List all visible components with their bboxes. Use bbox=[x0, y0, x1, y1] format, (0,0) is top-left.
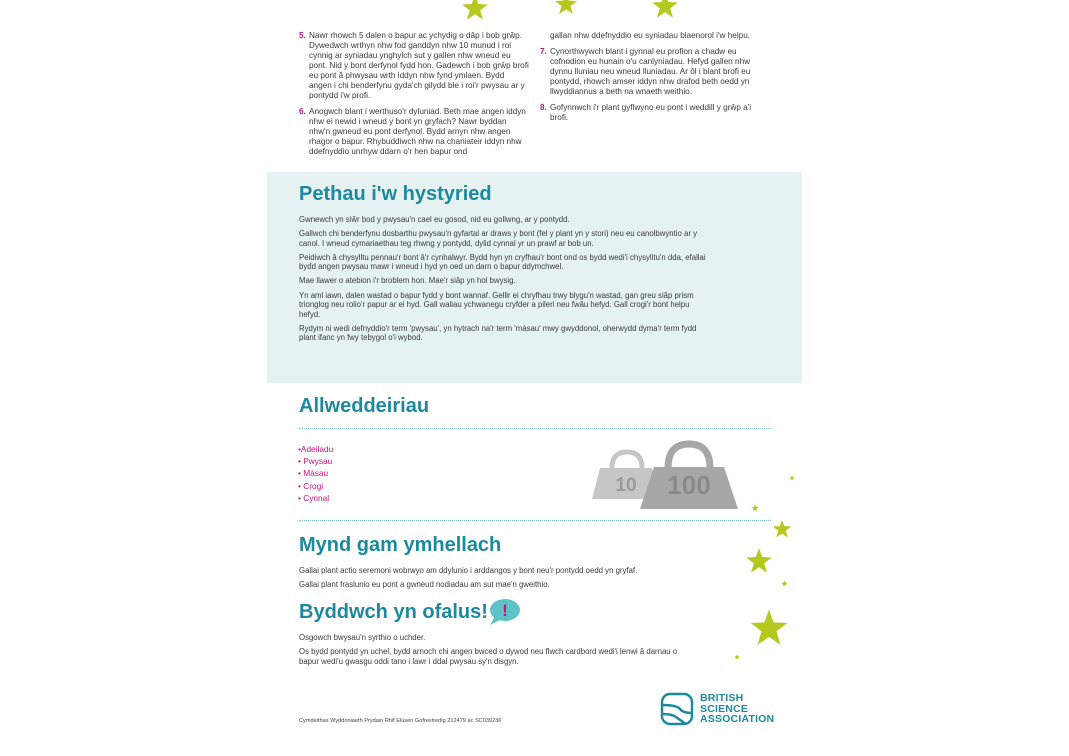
keyword-list bbox=[298, 443, 333, 504]
step-item bbox=[299, 107, 529, 157]
paragraph: Peidiwch â chysylltu pennau'r bont â'r cynhalwyr. Bydd hyn yn cryfhau'r bont ond os bydd wedi'i chysylltu'n dda, efallai bydd angen pwysau mawr i wneud i hyd yn oed un darn o bapur ddymchwel. bbox=[299, 252, 706, 272]
keywords-heading: Allweddeiriau bbox=[299, 395, 430, 417]
star-icon bbox=[781, 580, 788, 587]
paragraph: Mae llawer o atebion i'r broblem hon. Mae'r siâp yn hol bwysig. bbox=[299, 276, 516, 286]
keyword-item: •Adeiladu bbox=[298, 444, 334, 454]
steps-left-column bbox=[299, 31, 529, 163]
keyword-item: • Pwysau bbox=[298, 456, 333, 467]
divider bbox=[299, 428, 771, 429]
logo-line: ASSOCIATION bbox=[700, 713, 775, 726]
step-item bbox=[540, 103, 762, 123]
star-icon bbox=[751, 504, 759, 512]
further-body bbox=[299, 566, 719, 594]
paragraph: Gallai plant fraslunio eu pont a gwneud nodiadau am sut mae'n gweithio. bbox=[299, 580, 550, 590]
paragraph: Gwnewch yn siŵr bod y pwysau'n cael eu gosod, nid eu gollwng, ar y pontydd. bbox=[299, 215, 570, 224]
paragraph: Os bydd pontydd yn uchel, bydd arnoch chi angen bwced o dywod neu flwch cardbord wedi'i lenwi â darnau o bapur wedi'u gwasgu oddi tano i lawr i ddal pwysau sy'n disgyn. bbox=[299, 647, 678, 666]
warning-mark: ! bbox=[502, 601, 508, 620]
bsa-logo bbox=[660, 692, 774, 726]
star-icon bbox=[554, 0, 578, 16]
step-number: 6. bbox=[299, 107, 306, 116]
step-text: Nawr rhowch 5 dalen o bapur ac ychydig o dâp i bob grŵp. Dywedwch wrthyn nhw fod ganddyn nhw 10 munud i roi cynnig ar syniadau ynghylch sut y gallen nhw wneud eu pont. Nid y bont derfynol fydd hon. Gadewch i bob grŵp brofi eu pont â phwysau wrth iddyn nhw fynd ymlaen. Bydd angen i chi benderfynu gyda'ch gilydd ble i roi'r pwysau ar y pontydd i'w profi. bbox=[309, 31, 529, 100]
weights-illustration bbox=[590, 440, 740, 512]
further-heading: Mynd gam ymhellach bbox=[299, 534, 502, 556]
keyword-item: • Cynnal bbox=[298, 492, 330, 503]
keyword-item: • Màsau bbox=[298, 468, 329, 479]
step-text: Gofynnwch i'r plant gyflwyno eu pont i weddill y grŵp a'i brofi. bbox=[550, 103, 752, 122]
divider bbox=[299, 520, 771, 521]
paragraph: Gallwch chi benderfynu dosbarthu pwysau'n gyfartal ar draws y bont (fel y plant yn y stori) neu eu canolbwyntio ar y canol. I wneud cymariaethau teg rhwng y pontydd, dylid cynnal yr un prawf ar bob un. bbox=[299, 229, 698, 248]
safety-body bbox=[299, 633, 679, 671]
logo-line: SCIENCE bbox=[700, 702, 749, 715]
large-weight-icon bbox=[640, 444, 738, 509]
logo-line: BRITISH bbox=[700, 692, 744, 705]
bsa-logo-text bbox=[700, 693, 774, 725]
paragraph: Osgowch bwysau'n syrthio o uchder. bbox=[299, 633, 426, 642]
star-icon bbox=[461, 0, 489, 22]
steps-right-column bbox=[540, 31, 762, 129]
star-icon bbox=[734, 654, 740, 660]
step-number: 7. bbox=[540, 47, 547, 56]
speech-bubble-icon bbox=[486, 598, 522, 626]
star-icon bbox=[772, 519, 792, 539]
small-weight-label: 10 bbox=[615, 475, 637, 496]
star-icon bbox=[789, 475, 795, 481]
considerations-heading: Pethau i'w hystyried bbox=[299, 183, 492, 205]
paragraph: Yn aml iawn, dalen wastad o bapur fydd y bont wannaf. Gellir ei chryfhau trwy blygu'n wastad, gan greu siâp prism trionglog neu rolio'r papur ar ei hyd. Gall waliau ychwanegu cryfder a pileri neu fwâu hefyd. Gall crogi'r bont helpu hefyd. bbox=[299, 290, 694, 319]
step-item bbox=[299, 31, 529, 101]
safety-heading: Byddwch yn ofalus! bbox=[299, 601, 488, 623]
step-continuation: gallan nhw ddefnyddio eu syniadau blaenorol i'w helpu. bbox=[550, 31, 751, 40]
charity-footer: Cymdeithas Wyddoniaeth Prydain Rhif Elusen Gofrestredig 212479 ac SC039236 bbox=[299, 718, 502, 724]
star-icon bbox=[649, 0, 681, 20]
paragraph: Gallai plant actio seremoni wobrwyo am ddylunio i arddangos y bont neu'r pontydd oedd yn gryfaf. bbox=[299, 566, 638, 575]
step-text: Cynorthwywch blant i gynnal eu profion a chadw eu cofnodion eu hunain o'u canlyniadau. Hefyd gallen nhw dynnu lluniau neu wneud lluniadau. Ar ôl i blant brofi eu pontydd, rhowch amser iddyn nhw drafod beth oedd yn llwyddiannus a beth na wnaeth weithio. bbox=[550, 47, 751, 96]
keyword-item: • Crogi bbox=[298, 480, 324, 491]
step-number: 8. bbox=[540, 103, 547, 112]
step-text: Anogwch blant i werthuso'r dyluniad. Beth mae angen iddyn nhw ei newid i wneud y bont yn gryfach? Nawr byddan nhw'n gwneud eu pont derfynol. Bydd arnyn nhw angen rhagor o bapur. Rhybuddiwch nhw na chaniateir iddyn nhw ddefnyddio unrhyw ddarn o'r hen bapur ond bbox=[309, 107, 526, 156]
large-weight-label: 100 bbox=[667, 470, 711, 500]
star-icon bbox=[749, 608, 789, 648]
paragraph: Rydym ni wedi defnyddio'r term 'pwysau', yn hytrach na'r term 'màsau' mwy gwyddonol, oherwydd dyma'r term fydd plant ifanc yn fwy tebygol o'i wybod. bbox=[299, 323, 697, 343]
considerations-body bbox=[299, 215, 709, 348]
step-number: 5. bbox=[299, 31, 306, 40]
bsa-logo-icon bbox=[660, 692, 694, 726]
step-item bbox=[540, 47, 762, 97]
star-icon bbox=[745, 547, 773, 575]
